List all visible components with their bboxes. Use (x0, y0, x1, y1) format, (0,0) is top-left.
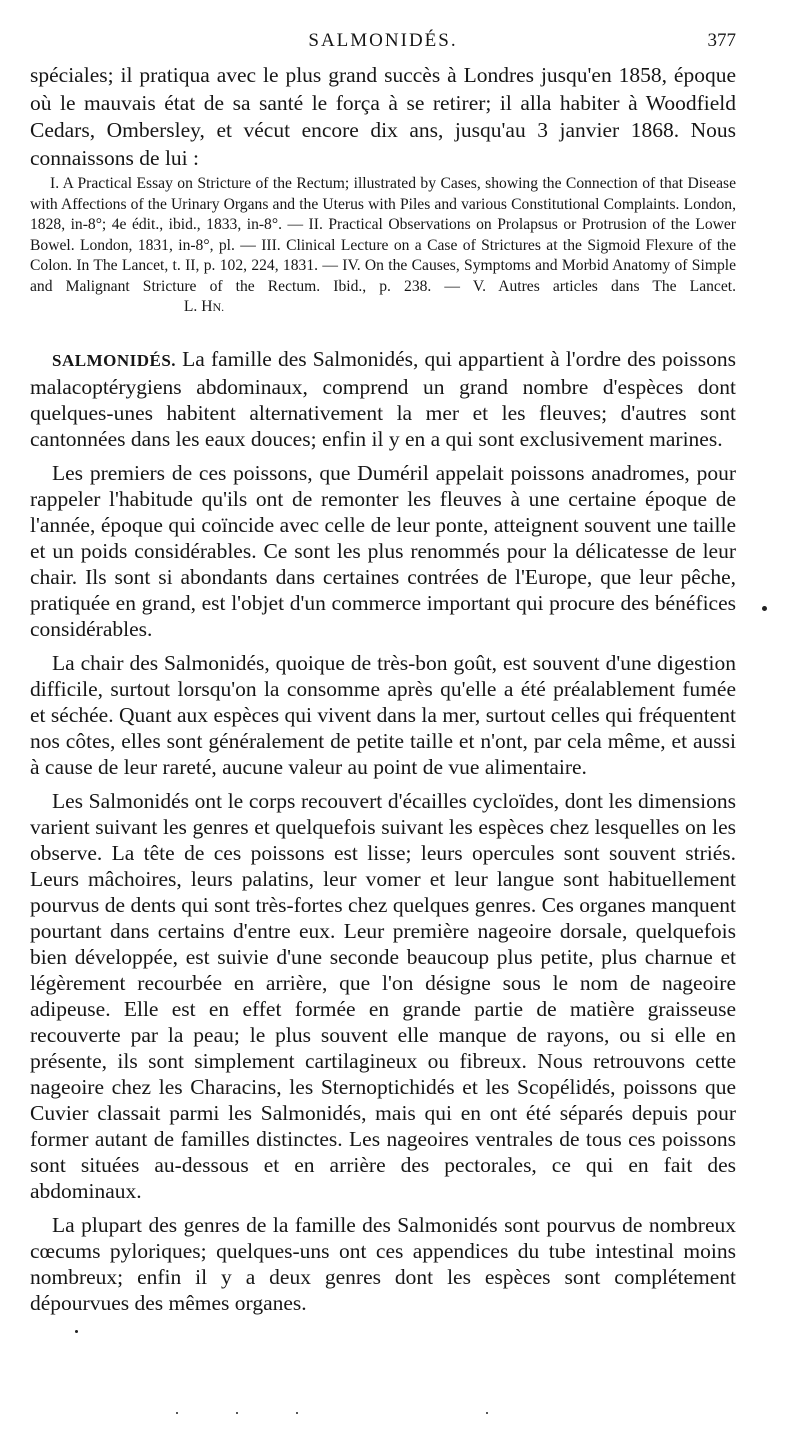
article-paragraph: La plupart des genres de la famille des Salmonidés sont pourvus de nombreux cœcums pyloriques; quelques-uns ont ces appendices du tube intestinal moins nombreux; enfin il y a deux genres dont les espèces sont complétement dépourvues des mêmes organes. (30, 1213, 736, 1315)
margin-mark (486, 1412, 488, 1414)
running-title: SALMONIDÉS. (308, 30, 458, 51)
margin-mark (762, 606, 767, 611)
article-paragraph: Les premiers de ces poissons, que Duméril appelait poissons anadromes, pour rappeler l'habitude qu'ils ont de remonter les fleuves à une certaine époque de l'année, époque qui coïncide avec celle de leur ponte, atteignent souvent une taille et un poids considérables. Ce sont les plus renommés pour la délicatesse de leur chair. Ils sont si abondants dans certaines contrées de l'Europe, que leur pêche, pratiquée en grand, est l'objet d'un commerce important qui procure des bénéfices considérables. (30, 461, 736, 641)
margin-mark (236, 1412, 238, 1414)
signature-initial: L. H (183, 298, 213, 315)
margin-mark (296, 1412, 298, 1414)
page-header (30, 30, 736, 56)
article-paragraph-text: La famille des Salmonidés, qui appartient à l'ordre des poissons malacoptérygiens abdominaux, comprend un grand nombre d'espèces dont quelques-unes habitent alternativement la mer et les fleuves; d'autres sont cantonnées dans les eaux douces; enfin il y en a qui sont exclusivement marines. (30, 347, 736, 451)
signature (184, 298, 224, 315)
page-number: 377 (707, 30, 736, 51)
bibliography (30, 174, 736, 318)
article-paragraph: Les Salmonidés ont le corps recouvert d'écailles cycloïdes, dont les dimensions varient suivant les genres et quelquefois suivant les espèces chez lesquelles on les observe. La tête de ces poissons est lisse; leurs opercules sont souvent striés. Leurs mâchoires, leurs palatins, leur vomer et leur langue sont habituellement pourvus de dents qui sont très-fortes chez quelques genres. Ces organes manquent pourtant dans certains d'entre eux. Leur première nageoire dorsale, quelquefois bien développée, est suivie d'une seconde beaucoup plus petite, plus charnue et légèrement recourbée en arrière, que l'on désigne sous le nom de nageoire adipeuse. Elle est en effet formée en grande partie de matière graisseuse recouverte par la peau; le plus souvent elle manque de rayons, ou si elle en présente, ils sont simplement cartilagineux ou fibreux. Nous retrouvons cette nageoire chez les Characins, les Sternoptichidés et les Scopélidés, poissons que Cuvier classait parmi les Salmonidés, mais qui en ont été séparés depuis pour former autant de familles distinctes. Les nageoires ventrales de tous ces poissons sont situées au-dessous et en arrière des pectorales, ce qui en fait des abdominaux. (30, 789, 736, 1203)
bibliography-text: I. A Practical Essay on Stricture of the Rectum; illustrated by Cases, showing the Connection of that Disease with Affections of the Urinary Organs and the Uterus with Piles and various Constitutional Complaints. London, 1828, in-8°; 4e édit., ibid., 1833, in-8°. — II. Practical Observations on Prolapsus or Protrusion of the Lower Bowel. London, 1831, in-8°, pl. — III. Clinical Lecture on a Case of Strictures at the Sigmoid Flexure of the Colon. In The Lancet, t. II, p. 102, 224, 1831. — IV. On the Causes, Symptoms and Morbid Anatomy of Simple and Malignant Stricture of the Rectum. Ibid., p. 238. — V. Autres articles dans The Lancet. (30, 175, 736, 295)
bibliography-entry (30, 174, 736, 318)
article-paragraph: La chair des Salmonidés, quoique de très-bon goût, est souvent d'une digestion difficile, surtout lorsqu'on la consomme après qu'elle a été préalablement fumée et séchée. Quant aux espèces qui vivent dans la mer, surtout celles qui fréquentent nos côtes, elles sont généralement de petite taille et n'ont, par cela même, et aussi à cause de leur rareté, aucune valeur au point de vue alimentaire. (30, 651, 736, 779)
margin-mark (75, 1330, 78, 1333)
article-body (30, 346, 736, 1324)
margin-mark (176, 1412, 178, 1414)
intro-section (30, 62, 736, 172)
intro-paragraph: spéciales; il pratiqua avec le plus grand succès à Londres jusqu'en 1858, époque où le mauvais état de sa santé le força à se retirer; il alla habiter à Woodfield Cedars, Ombersley, et vécut encore dix ans, jusqu'au 3 janvier 1868. Nous connaissons de lui : (30, 63, 736, 170)
article-headword: SALMONIDÉS. (52, 351, 177, 370)
signature-rest: N. (212, 300, 225, 314)
article-paragraph (30, 346, 736, 452)
